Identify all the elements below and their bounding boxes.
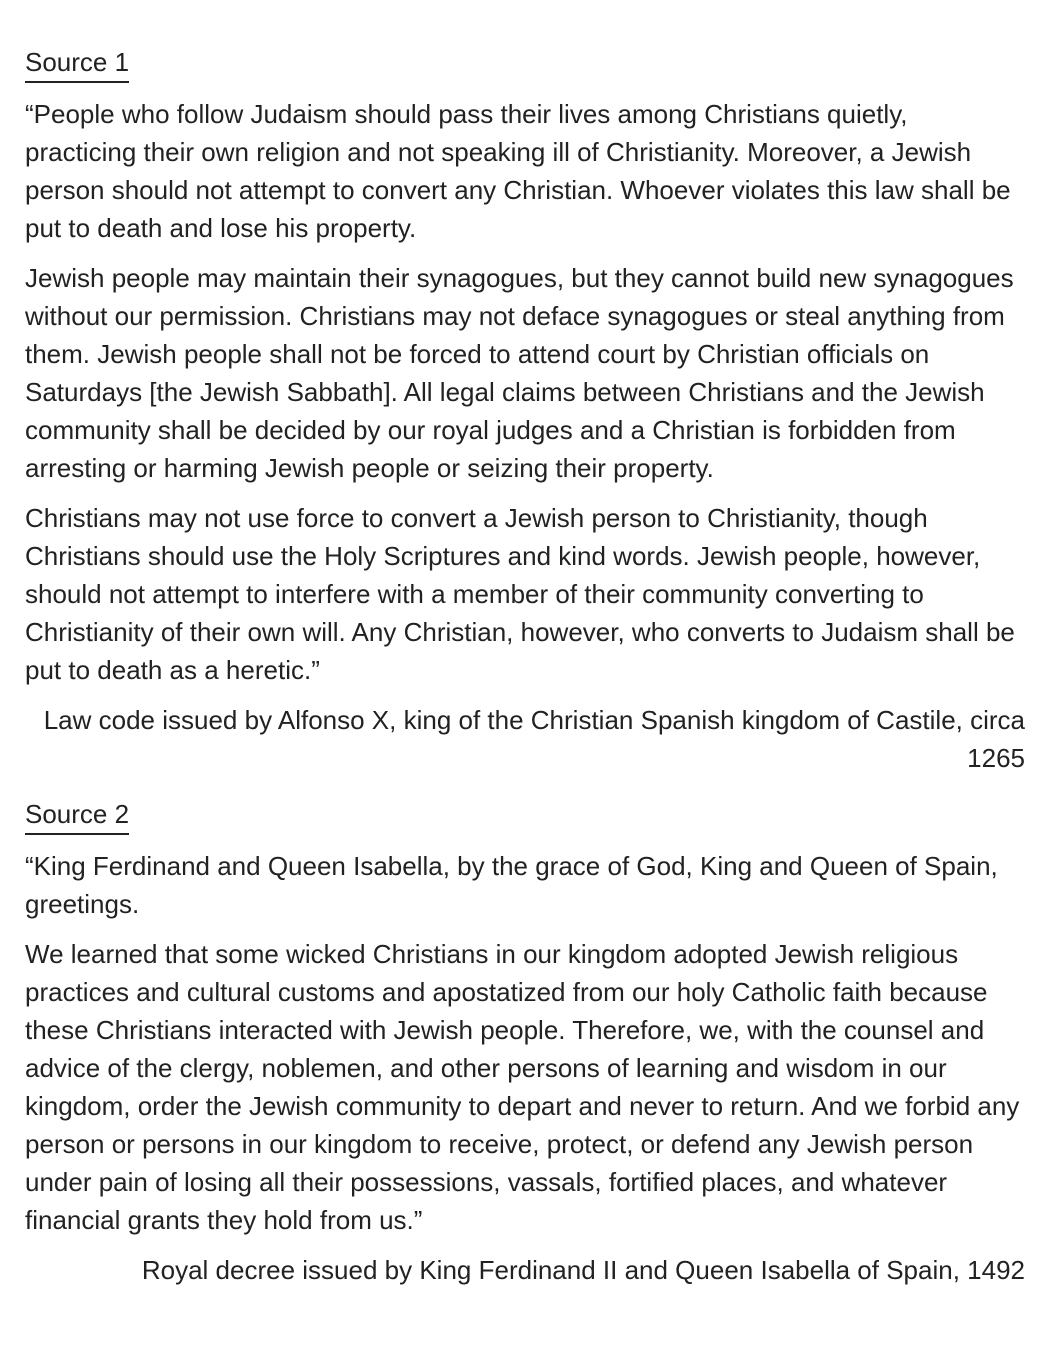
source-1	[25, 43, 1025, 777]
source-2-heading: Source 2	[25, 797, 129, 835]
source-1-paragraph: Jewish people may maintain their synagogues, but they cannot build new synagogues without our permission. Christians may not deface synagogues or steal anything from them. Jewish people shall not be forced to attend court by Christian officials on Saturdays [the Jewish Sabbath]. All legal claims between Christians and the Jewish community shall be decided by our royal judges and a Christian is forbidden from arresting or harming Jewish people or seizing their property.	[25, 263, 1014, 483]
source-2-paragraph: We learned that some wicked Christians in our kingdom adopted Jewish religious practices and cultural customs and apostatized from our holy Catholic faith because these Christians interacted with Jewish people. Therefore, we, with the counsel and advice of the clergy, noblemen, and other persons of learning and wisdom in our kingdom, order the Jewish community to depart and never to return. And we forbid any person or persons in our kingdom to receive, protect, or defend any Jewish person under pain of losing all their possessions, vassals, fortified places, and whatever financial grants they hold from us.”	[25, 939, 1020, 1235]
source-1-attribution: Law code issued by Alfonso X, king of the Christian Spanish kingdom of Castile, circa 1265	[43, 705, 1025, 773]
source-1-heading: Source 1	[25, 45, 129, 83]
source-1-paragraph: Christians may not use force to convert a Jewish person to Christianity, though Christians should use the Holy Scriptures and kind words. Jewish people, however, should not attempt to interfere with a member of their community converting to Christianity of their own will. Any Christian, however, who converts to Judaism shall be put to death as a heretic.”	[25, 503, 1015, 685]
source-2-body	[25, 847, 1025, 1239]
source-2-paragraph: “King Ferdinand and Queen Isabella, by the grace of God, King and Queen of Spain, greetings.	[25, 851, 998, 919]
source-1-paragraph: “People who follow Judaism should pass their lives among Christians quietly, practicing their own religion and not speaking ill of Christianity. Moreover, a Jewish person should not attempt to convert any Christian. Whoever violates this law shall be put to death and lose his property.	[25, 99, 1011, 243]
source-2-attribution: Royal decree issued by King Ferdinand II and Queen Isabella of Spain, 1492	[141, 1255, 1025, 1285]
source-2	[25, 795, 1025, 1289]
source-1-body	[25, 95, 1025, 689]
